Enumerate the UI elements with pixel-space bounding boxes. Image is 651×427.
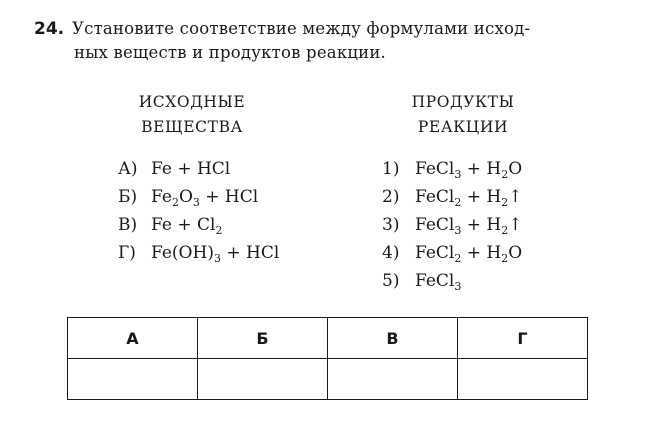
formula-subscript: 3 (454, 280, 462, 293)
formula-text: FeCl (415, 243, 455, 263)
formula-subscript: 2 (454, 196, 462, 209)
answer-cell-b[interactable] (198, 359, 328, 400)
formula-subscript: 3 (454, 168, 462, 181)
formula-text: + HCl (199, 187, 259, 207)
formula-subscript: 2 (501, 168, 509, 181)
formula-text: FeCl (415, 271, 455, 291)
chemical-formula (151, 187, 258, 207)
chemical-formula (415, 159, 522, 179)
formula-subscript: 3 (454, 224, 462, 237)
reactant-item-marker: В) (118, 215, 138, 235)
product-item-marker: 3) (382, 215, 400, 235)
formula-subscript: 2 (501, 252, 509, 265)
formula-subscript: 3 (213, 252, 221, 265)
product-item (382, 239, 523, 267)
formula-text: + H (461, 187, 502, 207)
answer-table-input-row (68, 359, 588, 400)
reactants-list (118, 155, 279, 267)
formula-text: ↑ (508, 187, 523, 207)
formula-text: Fe (151, 187, 172, 207)
chemical-formula (415, 271, 461, 291)
product-item (382, 211, 523, 239)
formula-text: O (508, 243, 523, 263)
formula-text: FeCl (415, 187, 455, 207)
product-item-marker: 1) (382, 159, 400, 179)
chemical-formula (415, 243, 522, 263)
formula-text: + H (461, 159, 502, 179)
reactants-header (122, 90, 262, 140)
formula-text: O (508, 159, 523, 179)
product-item-marker: 5) (382, 271, 400, 291)
answer-cell-a[interactable] (68, 359, 198, 400)
question-number: 24. (34, 19, 65, 39)
formula-text: FeCl (415, 159, 455, 179)
answer-table-header-row (68, 318, 588, 359)
reactant-item (118, 183, 279, 211)
answer-header-v: В (328, 318, 458, 359)
reactant-item (118, 239, 279, 267)
chemical-formula (151, 215, 222, 235)
formula-text: Fe + Cl (151, 215, 216, 235)
answer-header-g: Г (458, 318, 588, 359)
reactant-item-marker: Б) (118, 187, 138, 207)
chemical-formula (415, 187, 523, 207)
products-header-line-2: РЕАКЦИИ (417, 118, 509, 136)
product-item (382, 183, 523, 211)
products-list (382, 155, 523, 295)
formula-subscript: 3 (192, 196, 200, 209)
product-item (382, 155, 523, 183)
product-item (382, 267, 523, 295)
formula-text: + HCl (220, 243, 280, 263)
formula-text: + H (461, 215, 502, 235)
reactant-item-marker: Г) (118, 243, 136, 263)
reactant-item-marker: А) (118, 159, 138, 179)
formula-subscript: 2 (171, 196, 179, 209)
answer-cell-g[interactable] (458, 359, 588, 400)
formula-text: ↑ (508, 215, 523, 235)
answer-table (67, 317, 588, 400)
formula-text: Fe + HCl (151, 159, 231, 179)
reactants-header-line-1: ИСХОДНЫЕ (138, 93, 246, 111)
product-item-marker: 4) (382, 243, 400, 263)
formula-subscript: 2 (501, 224, 509, 237)
formula-subscript: 2 (454, 252, 462, 265)
reactants-header-line-2: ВЕЩЕСТВА (141, 118, 243, 136)
question-text-line-1: Установите соответствие между формулами исход- (72, 19, 531, 38)
answer-header-b: Б (198, 318, 328, 359)
formula-text: Fe(OH) (151, 243, 214, 263)
chemical-formula (415, 215, 523, 235)
answer-cell-v[interactable] (328, 359, 458, 400)
product-item-marker: 2) (382, 187, 400, 207)
formula-text: FeCl (415, 215, 455, 235)
answer-header-a: А (68, 318, 198, 359)
formula-subscript: 2 (501, 196, 509, 209)
chemical-formula (151, 243, 279, 263)
reactant-item (118, 211, 279, 239)
formula-text: O (178, 187, 193, 207)
formula-text: + H (461, 243, 502, 263)
question-text-line-2: ных веществ и продуктов реакции. (74, 43, 386, 62)
products-header (388, 90, 538, 140)
formula-subscript: 2 (215, 224, 223, 237)
reactant-item (118, 155, 279, 183)
products-header-line-1: ПРОДУКТЫ (411, 93, 515, 111)
chemical-formula (151, 159, 230, 179)
question-text (72, 17, 592, 65)
